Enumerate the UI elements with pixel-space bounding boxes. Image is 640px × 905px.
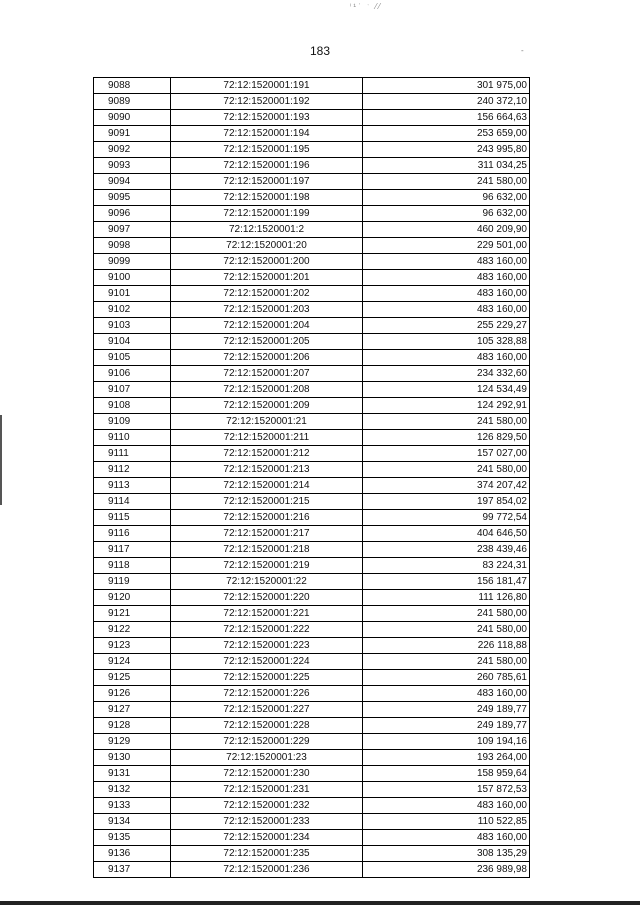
cadastral-number-cell: 72:12:1520001:209 xyxy=(171,398,363,414)
table-row xyxy=(94,814,530,830)
table-row xyxy=(94,142,530,158)
table-row xyxy=(94,830,530,846)
table-row xyxy=(94,558,530,574)
amount-cell: 241 580,00 xyxy=(363,174,530,190)
amount-cell: 156 181,47 xyxy=(363,574,530,590)
table-row xyxy=(94,510,530,526)
amount-cell: 83 224,31 xyxy=(363,558,530,574)
page-number: 183 xyxy=(309,44,331,58)
cadastral-number-cell: 72:12:1520001:2 xyxy=(171,222,363,238)
table-row xyxy=(94,526,530,542)
cadastral-number-cell: 72:12:1520001:211 xyxy=(171,430,363,446)
row-number-cell: 9132 xyxy=(94,782,171,798)
table-row xyxy=(94,190,530,206)
amount-cell: 460 209,90 xyxy=(363,222,530,238)
cadastral-number-cell: 72:12:1520001:228 xyxy=(171,718,363,734)
row-number-cell: 9134 xyxy=(94,814,171,830)
table-row xyxy=(94,430,530,446)
scan-mark: ⁱ¹ʾ ˑ ⁄⁄ xyxy=(350,2,383,11)
cadastral-number-cell: 72:12:1520001:191 xyxy=(171,78,363,94)
amount-cell: 243 995,80 xyxy=(363,142,530,158)
amount-cell: 483 160,00 xyxy=(363,830,530,846)
cadastral-number-cell: 72:12:1520001:199 xyxy=(171,206,363,222)
cadastral-number-cell: 72:12:1520001:206 xyxy=(171,350,363,366)
cadastral-number-cell: 72:12:1520001:215 xyxy=(171,494,363,510)
table-row xyxy=(94,670,530,686)
table-row xyxy=(94,702,530,718)
row-number-cell: 9131 xyxy=(94,766,171,782)
amount-cell: 483 160,00 xyxy=(363,270,530,286)
cadastral-number-cell: 72:12:1520001:232 xyxy=(171,798,363,814)
amount-cell: 157 872,53 xyxy=(363,782,530,798)
row-number-cell: 9105 xyxy=(94,350,171,366)
row-number-cell: 9095 xyxy=(94,190,171,206)
margin-tick: - xyxy=(521,46,524,55)
table-row xyxy=(94,782,530,798)
row-number-cell: 9100 xyxy=(94,270,171,286)
row-number-cell: 9128 xyxy=(94,718,171,734)
cadastral-number-cell: 72:12:1520001:201 xyxy=(171,270,363,286)
cadastral-number-cell: 72:12:1520001:207 xyxy=(171,366,363,382)
amount-cell: 483 160,00 xyxy=(363,302,530,318)
table-row xyxy=(94,318,530,334)
table-row xyxy=(94,238,530,254)
cadastral-number-cell: 72:12:1520001:233 xyxy=(171,814,363,830)
cadastral-number-cell: 72:12:1520001:213 xyxy=(171,462,363,478)
table-row xyxy=(94,78,530,94)
table-row xyxy=(94,846,530,862)
cadastral-number-cell: 72:12:1520001:197 xyxy=(171,174,363,190)
cadastral-number-cell: 72:12:1520001:229 xyxy=(171,734,363,750)
cadastral-number-cell: 72:12:1520001:236 xyxy=(171,862,363,878)
row-number-cell: 9133 xyxy=(94,798,171,814)
table-row xyxy=(94,862,530,878)
amount-cell: 240 372,10 xyxy=(363,94,530,110)
cadastral-number-cell: 72:12:1520001:230 xyxy=(171,766,363,782)
table-row xyxy=(94,222,530,238)
table-row xyxy=(94,382,530,398)
row-number-cell: 9099 xyxy=(94,254,171,270)
row-number-cell: 9094 xyxy=(94,174,171,190)
row-number-cell: 9125 xyxy=(94,670,171,686)
row-number-cell: 9130 xyxy=(94,750,171,766)
table-row xyxy=(94,766,530,782)
row-number-cell: 9091 xyxy=(94,126,171,142)
amount-cell: 158 959,64 xyxy=(363,766,530,782)
amount-cell: 193 264,00 xyxy=(363,750,530,766)
table-row xyxy=(94,398,530,414)
table-row xyxy=(94,302,530,318)
table-row xyxy=(94,286,530,302)
table-row xyxy=(94,206,530,222)
amount-cell: 249 189,77 xyxy=(363,718,530,734)
table-row xyxy=(94,158,530,174)
amount-cell: 105 328,88 xyxy=(363,334,530,350)
row-number-cell: 9107 xyxy=(94,382,171,398)
row-number-cell: 9119 xyxy=(94,574,171,590)
row-number-cell: 9096 xyxy=(94,206,171,222)
cadastral-number-cell: 72:12:1520001:22 xyxy=(171,574,363,590)
table-row xyxy=(94,798,530,814)
row-number-cell: 9121 xyxy=(94,606,171,622)
cadastral-number-cell: 72:12:1520001:193 xyxy=(171,110,363,126)
table-row xyxy=(94,126,530,142)
row-number-cell: 9127 xyxy=(94,702,171,718)
scan-left-edge xyxy=(0,415,2,505)
amount-cell: 404 646,50 xyxy=(363,526,530,542)
row-number-cell: 9111 xyxy=(94,446,171,462)
table-row xyxy=(94,110,530,126)
amount-cell: 234 332,60 xyxy=(363,366,530,382)
amount-cell: 308 135,29 xyxy=(363,846,530,862)
amount-cell: 241 580,00 xyxy=(363,606,530,622)
cadastral-value-table xyxy=(93,77,530,878)
table-row xyxy=(94,542,530,558)
row-number-cell: 9136 xyxy=(94,846,171,862)
amount-cell: 374 207,42 xyxy=(363,478,530,494)
amount-cell: 197 854,02 xyxy=(363,494,530,510)
table-row xyxy=(94,478,530,494)
row-number-cell: 9137 xyxy=(94,862,171,878)
cadastral-number-cell: 72:12:1520001:23 xyxy=(171,750,363,766)
amount-cell: 111 126,80 xyxy=(363,590,530,606)
table-row xyxy=(94,254,530,270)
cadastral-number-cell: 72:12:1520001:20 xyxy=(171,238,363,254)
amount-cell: 109 194,16 xyxy=(363,734,530,750)
cadastral-number-cell: 72:12:1520001:205 xyxy=(171,334,363,350)
table-row xyxy=(94,606,530,622)
row-number-cell: 9093 xyxy=(94,158,171,174)
table-row xyxy=(94,334,530,350)
table-row xyxy=(94,590,530,606)
table-row xyxy=(94,366,530,382)
cadastral-number-cell: 72:12:1520001:227 xyxy=(171,702,363,718)
amount-cell: 124 292,91 xyxy=(363,398,530,414)
cadastral-number-cell: 72:12:1520001:234 xyxy=(171,830,363,846)
table-row xyxy=(94,686,530,702)
row-number-cell: 9090 xyxy=(94,110,171,126)
amount-cell: 241 580,00 xyxy=(363,462,530,478)
amount-cell: 260 785,61 xyxy=(363,670,530,686)
amount-cell: 241 580,00 xyxy=(363,654,530,670)
row-number-cell: 9102 xyxy=(94,302,171,318)
cadastral-number-cell: 72:12:1520001:198 xyxy=(171,190,363,206)
row-number-cell: 9088 xyxy=(94,78,171,94)
amount-cell: 483 160,00 xyxy=(363,286,530,302)
amount-cell: 483 160,00 xyxy=(363,798,530,814)
amount-cell: 236 989,98 xyxy=(363,862,530,878)
row-number-cell: 9116 xyxy=(94,526,171,542)
cadastral-number-cell: 72:12:1520001:203 xyxy=(171,302,363,318)
row-number-cell: 9106 xyxy=(94,366,171,382)
cadastral-number-cell: 72:12:1520001:220 xyxy=(171,590,363,606)
row-number-cell: 9098 xyxy=(94,238,171,254)
amount-cell: 126 829,50 xyxy=(363,430,530,446)
table-row xyxy=(94,654,530,670)
row-number-cell: 9122 xyxy=(94,622,171,638)
table-body xyxy=(94,78,530,878)
amount-cell: 311 034,25 xyxy=(363,158,530,174)
row-number-cell: 9117 xyxy=(94,542,171,558)
amount-cell: 483 160,00 xyxy=(363,686,530,702)
table-row xyxy=(94,574,530,590)
cadastral-number-cell: 72:12:1520001:200 xyxy=(171,254,363,270)
table-row xyxy=(94,94,530,110)
table-row xyxy=(94,494,530,510)
cadastral-number-cell: 72:12:1520001:226 xyxy=(171,686,363,702)
cadastral-number-cell: 72:12:1520001:231 xyxy=(171,782,363,798)
cadastral-number-cell: 72:12:1520001:217 xyxy=(171,526,363,542)
amount-cell: 124 534,49 xyxy=(363,382,530,398)
cadastral-number-cell: 72:12:1520001:224 xyxy=(171,654,363,670)
amount-cell: 483 160,00 xyxy=(363,254,530,270)
row-number-cell: 9097 xyxy=(94,222,171,238)
row-number-cell: 9113 xyxy=(94,478,171,494)
cadastral-number-cell: 72:12:1520001:195 xyxy=(171,142,363,158)
row-number-cell: 9118 xyxy=(94,558,171,574)
amount-cell: 226 118,88 xyxy=(363,638,530,654)
cadastral-number-cell: 72:12:1520001:202 xyxy=(171,286,363,302)
table-row xyxy=(94,734,530,750)
amount-cell: 96 632,00 xyxy=(363,206,530,222)
cadastral-number-cell: 72:12:1520001:194 xyxy=(171,126,363,142)
amount-cell: 483 160,00 xyxy=(363,350,530,366)
table-row xyxy=(94,750,530,766)
row-number-cell: 9126 xyxy=(94,686,171,702)
row-number-cell: 9092 xyxy=(94,142,171,158)
cadastral-number-cell: 72:12:1520001:204 xyxy=(171,318,363,334)
cadastral-number-cell: 72:12:1520001:192 xyxy=(171,94,363,110)
cadastral-number-cell: 72:12:1520001:219 xyxy=(171,558,363,574)
table-row xyxy=(94,638,530,654)
cadastral-number-cell: 72:12:1520001:222 xyxy=(171,622,363,638)
cadastral-number-cell: 72:12:1520001:235 xyxy=(171,846,363,862)
amount-cell: 96 632,00 xyxy=(363,190,530,206)
amount-cell: 301 975,00 xyxy=(363,78,530,94)
table-row xyxy=(94,174,530,190)
cadastral-number-cell: 72:12:1520001:21 xyxy=(171,414,363,430)
table-row xyxy=(94,270,530,286)
row-number-cell: 9124 xyxy=(94,654,171,670)
cadastral-number-cell: 72:12:1520001:214 xyxy=(171,478,363,494)
row-number-cell: 9123 xyxy=(94,638,171,654)
scan-bottom-edge xyxy=(0,901,640,905)
row-number-cell: 9114 xyxy=(94,494,171,510)
table-row xyxy=(94,350,530,366)
cadastral-number-cell: 72:12:1520001:208 xyxy=(171,382,363,398)
amount-cell: 229 501,00 xyxy=(363,238,530,254)
cadastral-number-cell: 72:12:1520001:196 xyxy=(171,158,363,174)
row-number-cell: 9110 xyxy=(94,430,171,446)
cadastral-number-cell: 72:12:1520001:225 xyxy=(171,670,363,686)
amount-cell: 156 664,63 xyxy=(363,110,530,126)
cadastral-number-cell: 72:12:1520001:216 xyxy=(171,510,363,526)
row-number-cell: 9112 xyxy=(94,462,171,478)
table-row xyxy=(94,414,530,430)
amount-cell: 249 189,77 xyxy=(363,702,530,718)
row-number-cell: 9089 xyxy=(94,94,171,110)
row-number-cell: 9129 xyxy=(94,734,171,750)
cadastral-number-cell: 72:12:1520001:223 xyxy=(171,638,363,654)
table-row xyxy=(94,462,530,478)
row-number-cell: 9109 xyxy=(94,414,171,430)
row-number-cell: 9115 xyxy=(94,510,171,526)
row-number-cell: 9103 xyxy=(94,318,171,334)
cadastral-number-cell: 72:12:1520001:212 xyxy=(171,446,363,462)
cadastral-number-cell: 72:12:1520001:218 xyxy=(171,542,363,558)
amount-cell: 255 229,27 xyxy=(363,318,530,334)
table-row xyxy=(94,718,530,734)
table-row xyxy=(94,446,530,462)
table-row xyxy=(94,622,530,638)
amount-cell: 99 772,54 xyxy=(363,510,530,526)
row-number-cell: 9120 xyxy=(94,590,171,606)
row-number-cell: 9101 xyxy=(94,286,171,302)
amount-cell: 253 659,00 xyxy=(363,126,530,142)
amount-cell: 157 027,00 xyxy=(363,446,530,462)
cadastral-number-cell: 72:12:1520001:221 xyxy=(171,606,363,622)
amount-cell: 241 580,00 xyxy=(363,622,530,638)
amount-cell: 238 439,46 xyxy=(363,542,530,558)
row-number-cell: 9104 xyxy=(94,334,171,350)
amount-cell: 241 580,00 xyxy=(363,414,530,430)
row-number-cell: 9135 xyxy=(94,830,171,846)
amount-cell: 110 522,85 xyxy=(363,814,530,830)
row-number-cell: 9108 xyxy=(94,398,171,414)
